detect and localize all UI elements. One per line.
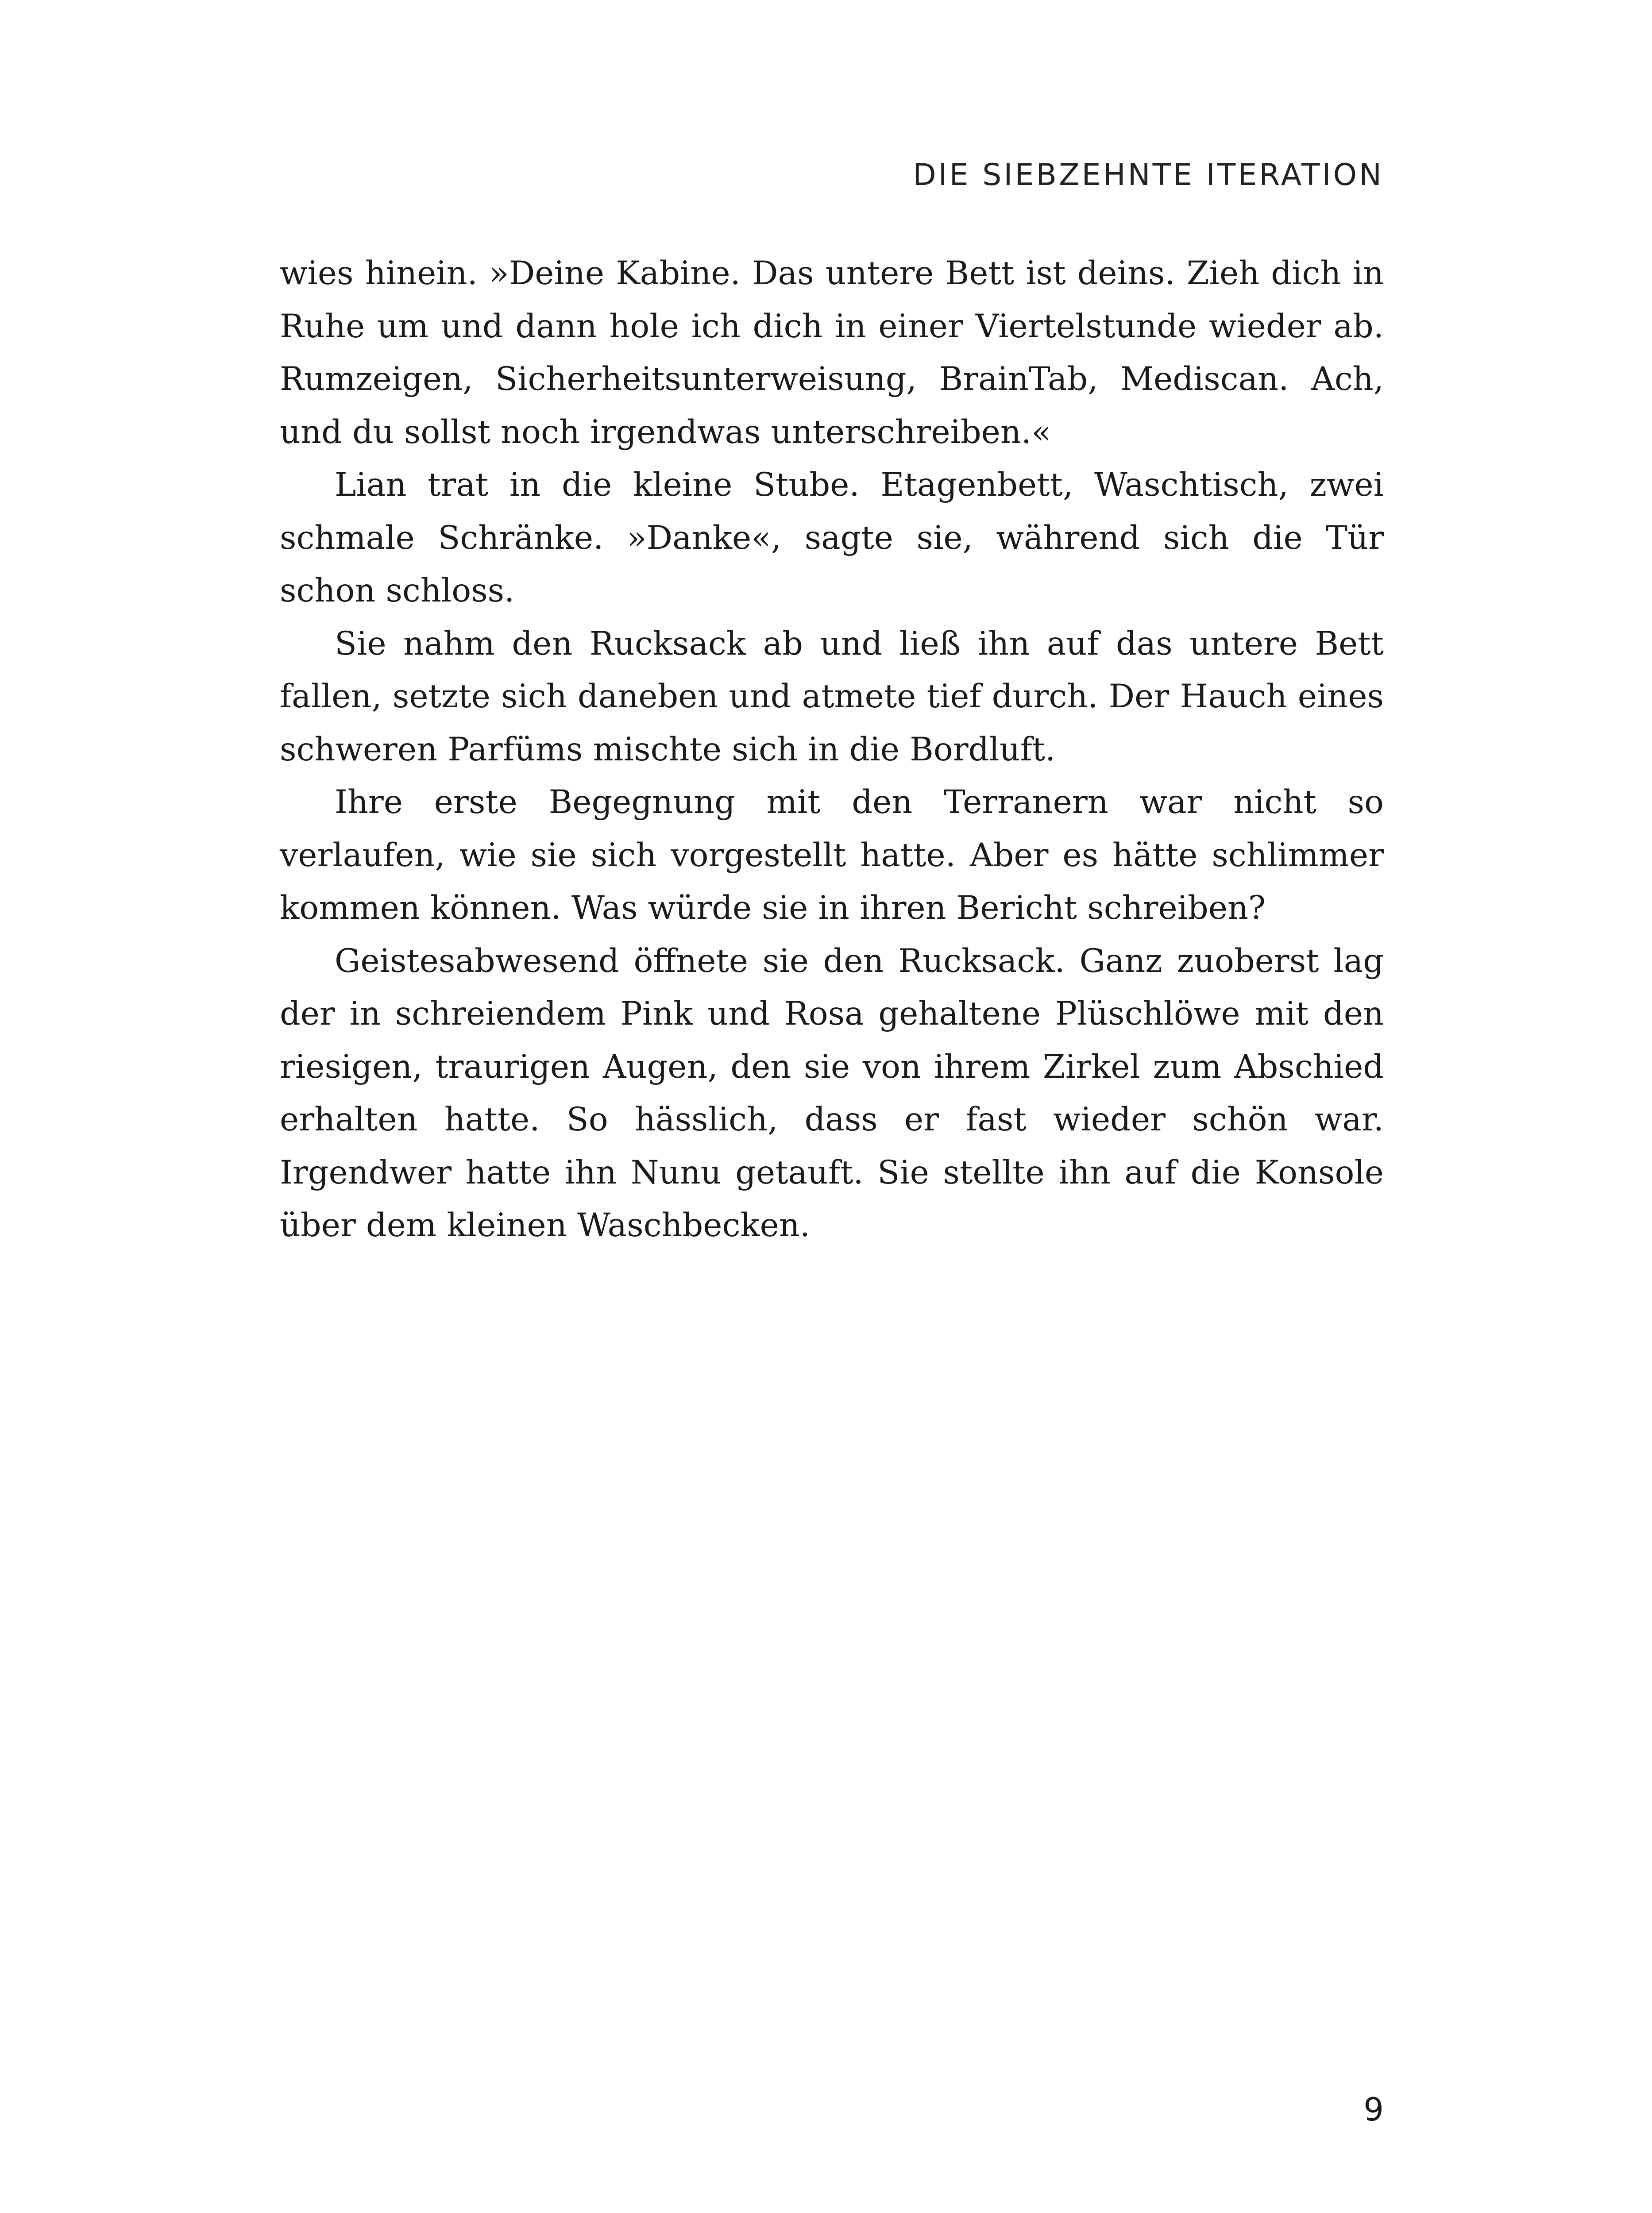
paragraph-1: wies hinein. »Deine Kabine. Das untere Bett ist deins. Zieh dich in Ruhe um und dann hole ich dich in einer Viertelstunde wieder ab. Rumzeigen, Sicherheitsunterweisung, BrainTab, Mediscan. Ach, und du sollst noch irgendwas unterschreiben.« [280, 254, 1384, 451]
paragraph-5: Geistesabwesend öffnete sie den Rucksack. Ganz zuoberst lag der in schreiendem Pink und Rosa gehaltene Plüschlöwe mit den riesigen, traurigen Augen, den sie von ihrem Zirkel zum Abschied erhalten hatte. So hässlich, dass er fast wieder schön war. Irgendwer hatte ihn Nunu getauft. Sie stellte ihn auf die Konsole über dem kleinen Waschbecken. [280, 942, 1384, 1244]
paragraph-2: Lian trat in die kleine Stube. Etagenbett, Waschtisch, zwei schmale Schränke. »Danke«, sagte sie, während sich die Tür schon schloss. [280, 466, 1384, 609]
paragraph-4: Ihre erste Begegnung mit den Terranern war nicht so verlaufen, wie sie sich vorgestellt hatte. Aber es hätte schlimmer kommen können. Was würde sie in ihren Bericht schreiben? [280, 783, 1384, 927]
body-text [280, 247, 1384, 1252]
running-head: DIE SIEBZEHNTE ITERATION [913, 158, 1384, 193]
page-number: 9 [1363, 2091, 1384, 2128]
paragraph-3: Sie nahm den Rucksack ab und ließ ihn auf das untere Bett fallen, setzte sich daneben und atmete tief durch. Der Hauch eines schweren Parfüms mischte sich in die Bordluft. [280, 625, 1384, 768]
